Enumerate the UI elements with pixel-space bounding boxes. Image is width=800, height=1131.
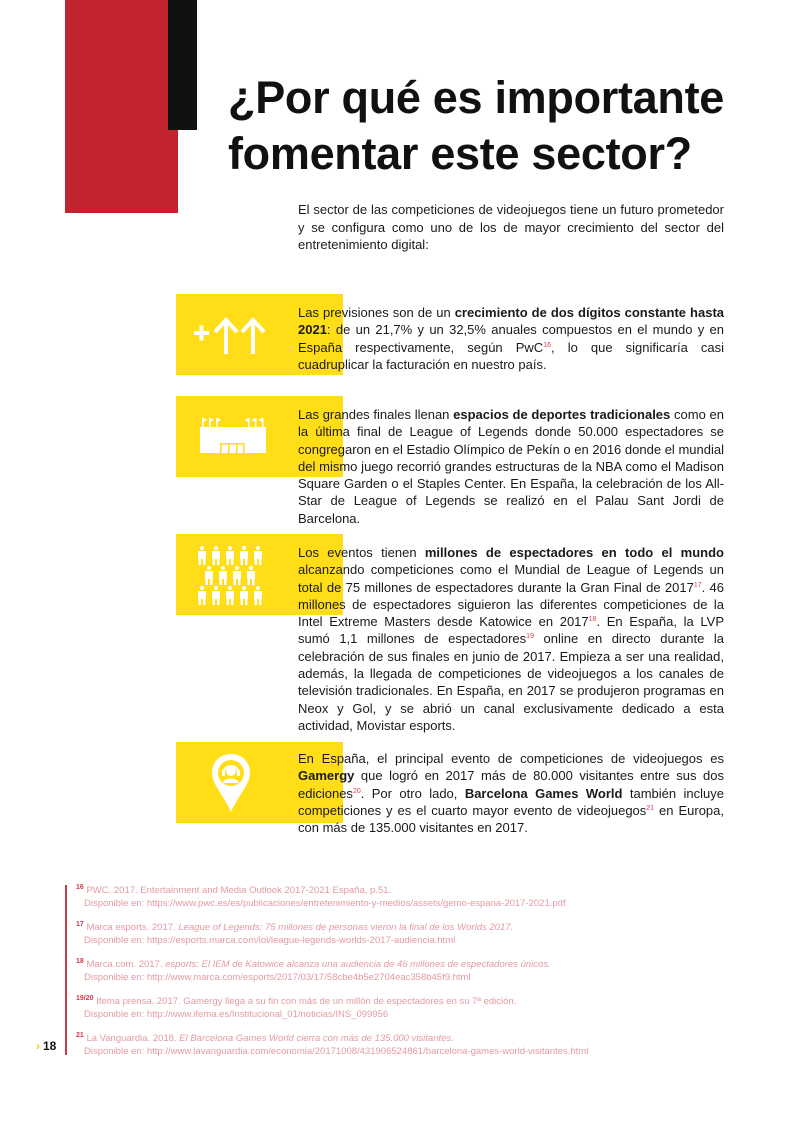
bold-text: Gamergy (298, 768, 355, 784)
page-number-text: 18 (43, 1039, 57, 1053)
footnote-source-link[interactable]: Disponible en: https://esports.marca.com/lol/league-legends-worlds-2017-audiencia.html (84, 935, 456, 946)
footnote-ref[interactable]: 19 (526, 633, 534, 641)
point-paragraph-2 (298, 406, 724, 527)
footnote-divider (65, 885, 67, 1055)
crowd-icon (198, 546, 268, 606)
text: Las previsiones son de un (298, 305, 455, 320)
text: como en la última final de League of Legends donde 50.000 espectadores se congregaron en el Estadio Olímpico de Pekín o en 2016 donde el mundial del mismo juego recorrió grandes estructuras de la NBA como el Madison Square Garden o el Staples Center. En España, la celebración de los All-Star de League of Legends se realizó en el Palau Sant Jordi de Barcelona. (298, 407, 724, 526)
red-header-block (65, 0, 178, 213)
text: . Por otro lado, (360, 785, 465, 801)
page-number (36, 1039, 56, 1053)
text: . 46 millones de espectadores siguieron las diferentes competiciones de la Intel Extreme Masters desde Katowice en 2017 (298, 579, 724, 630)
point-paragraph-3 (298, 544, 724, 734)
footnote-text: Ifema prensa. 2017. Gamergy llega a su fin con más de un millón de espectadores en su 7ª edición. (96, 996, 517, 1007)
text: online en directo durante la celebración de sus finales en junio de 2017. Empieza a ser una realidad, además, la llegada de competiciones de videojuegos a los canales de televisión tradicionales. En España, en 2017 se produjeron programas en Neox y Gol, y se abrió un canal exclusivamente dedicado a esta actividad, Movistar esports. (298, 631, 724, 733)
footnote-text: La Vanguardia. 2018. (86, 1033, 180, 1044)
footnote-source-link[interactable]: Disponible en: http://www.ifema.es/Institucional_01/noticias/INS_099956 (84, 1009, 389, 1020)
chevron-right-icon: › (36, 1039, 40, 1053)
bold-text: crecimiento de dos dígitos constante hasta 2021 (298, 305, 724, 338)
footnote-text: Marca esports. 2017. (86, 922, 179, 933)
text: : de un 21,7% y un 32,5% anuales compuestos en el mundo y en España respectivamente, según PwC (298, 322, 724, 355)
footnote-ref[interactable]: 16 (543, 341, 551, 349)
growth-arrows-icon (194, 316, 274, 356)
point-paragraph-4 (298, 750, 724, 836)
footnote-ref[interactable]: 18 (588, 616, 597, 624)
footnote-ref[interactable]: 17 (693, 581, 702, 589)
bold-text: Barcelona Games World (464, 785, 623, 801)
footnote-title: El Barcelona Games World cierra con más de 135.000 visitantes. (179, 1033, 454, 1044)
footnote-number: 21 (76, 1032, 84, 1039)
text: Los eventos tienen (298, 545, 425, 560)
text: también incluye competiciones y es el cuarto mayor evento de videojuegos (298, 785, 724, 818)
footnote-source-link[interactable]: Disponible en: http://www.marca.com/esports/2017/03/17/58cbe4b5e2704eac358b45f9.html (84, 972, 471, 983)
footnote-ref[interactable]: 20 (352, 787, 361, 795)
title-line-2: fomentar este sector? (228, 128, 692, 179)
footnote (76, 884, 566, 910)
footnote-number: 18 (76, 958, 84, 965)
footnote-source-link[interactable]: Disponible en: https://www.pwc.es/es/publicaciones/entretenimiento-y-medios/assets/gemo-espana-2017-2021.pdf (84, 898, 566, 909)
footnote (76, 921, 513, 947)
text: , lo que significaría casi cuadruplicar la facturación en nuestro país. (298, 339, 724, 372)
text: alcanzando competiciones como el Mundial de League of Legends un total de 75 millones de espectadores durante la Gran Final de 2017 (298, 562, 724, 595)
footnote-source-link[interactable]: Disponible en: http://www.lavanguardia.com/economia/20171008/431906524861/barcelona-games-world-visitantes.html (84, 1046, 589, 1057)
point-paragraph-1 (298, 304, 724, 373)
stadium-icon (198, 418, 270, 458)
footnote (76, 958, 551, 984)
footnote-text: PWC. 2017. Entertainment and Media Outlook 2017-2021 España, p.51. (86, 885, 392, 896)
bold-text: espacios de deportes tradicionales (453, 407, 671, 422)
footnote-title: esports: El IEM de Katowice alcanza una audiencia de 46 millones de espectadores únicos. (165, 959, 551, 970)
footnote-title: League of Legends: 75 millones de personas vieron la final de los Worlds 2017. (178, 922, 514, 933)
text: en Europa, con más de 135.000 visitantes en 2017. (298, 802, 724, 836)
footnote (76, 1032, 588, 1058)
text: que logró en 2017 más de 80.000 visitantes entre sus dos ediciones (298, 768, 724, 801)
text: . En España, la LVP sumó 1,1 millones de espectadores (298, 614, 724, 647)
location-gamer-icon (212, 754, 250, 812)
footnote-number: 16 (76, 884, 84, 891)
page-title (228, 70, 724, 182)
title-line-1: ¿Por qué es importante (228, 72, 724, 123)
footnote-number: 17 (76, 921, 84, 928)
black-accent-bar (168, 0, 197, 130)
bold-text: millones de espectadores en todo el mundo (424, 545, 725, 560)
footnote-ref[interactable]: 21 (646, 804, 655, 812)
footnote-number: 19/20 (76, 995, 94, 1002)
footnote (76, 995, 516, 1021)
text: Las grandes finales llenan (298, 407, 454, 422)
footnote-text: Marca.com. 2017. (86, 959, 166, 970)
text: En España, el principal evento de competiciones de videojuegos es (298, 751, 724, 766)
intro-paragraph: El sector de las competiciones de videojuegos tiene un futuro prometedor y se configura como uno de los de mayor crecimiento del sector del entretenimiento digital: (298, 202, 724, 252)
